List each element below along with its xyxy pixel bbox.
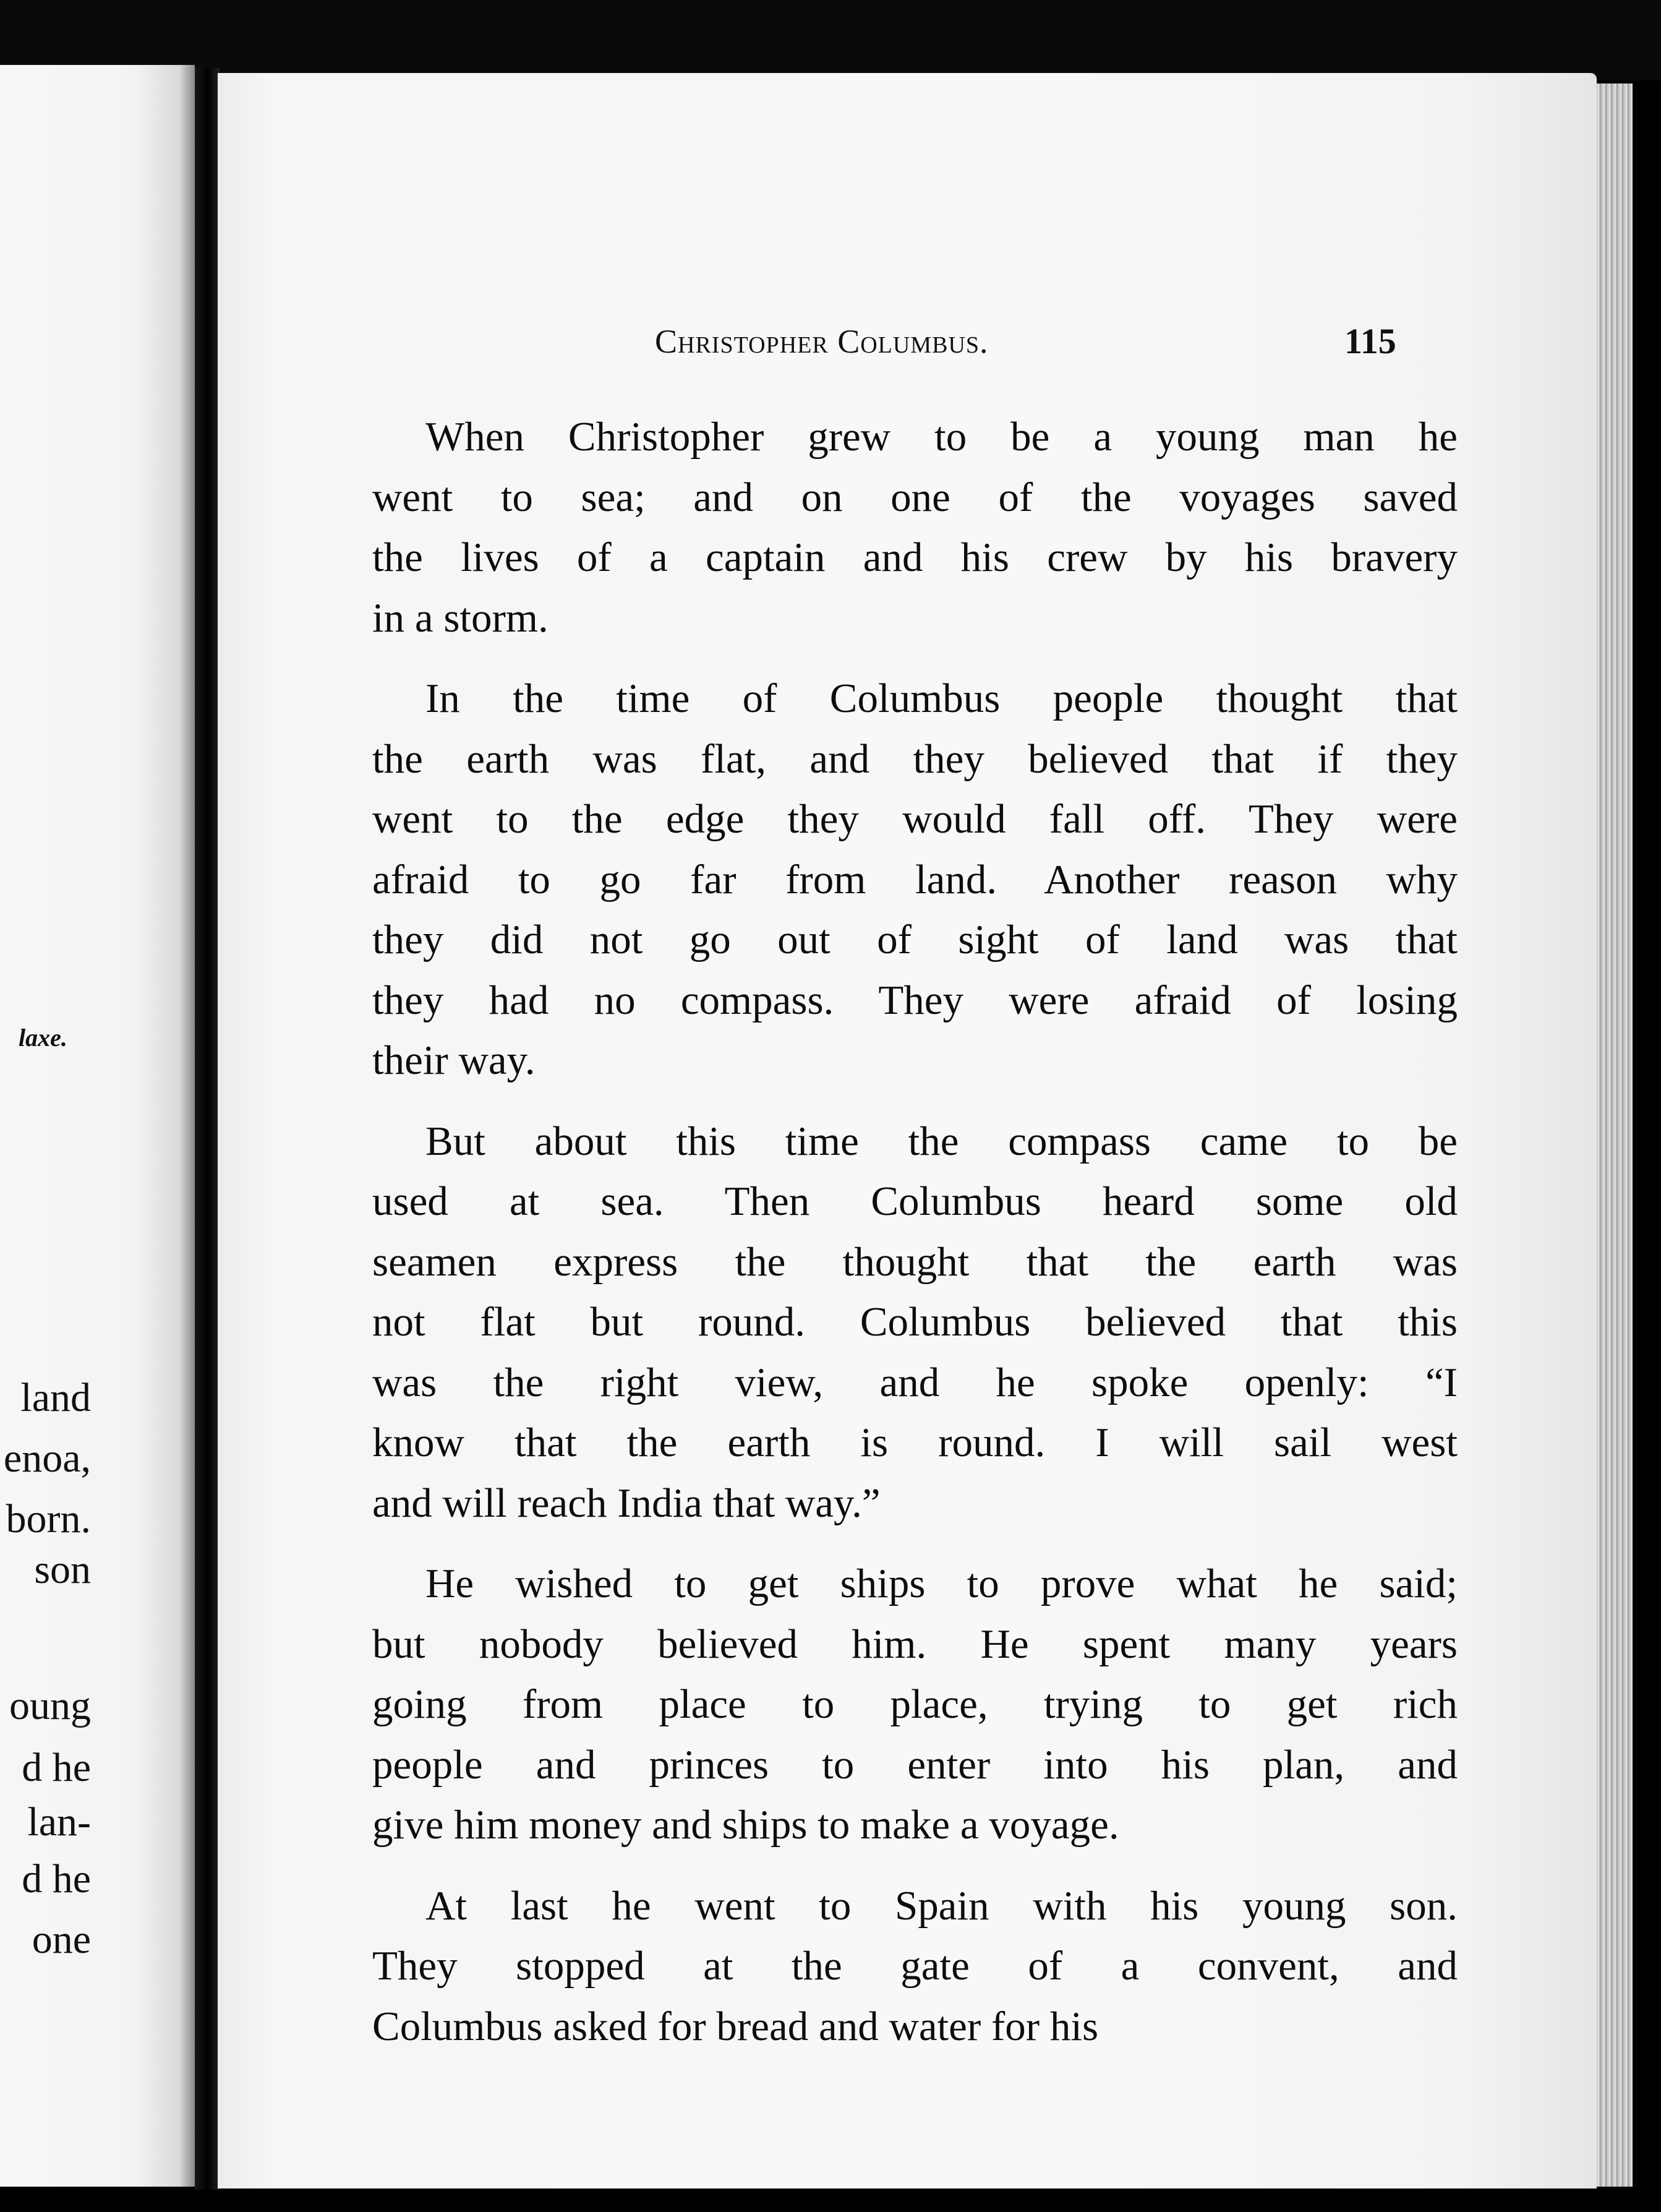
paragraph xyxy=(372,669,1458,1091)
text-line: In the time of Columbus people thought that xyxy=(425,675,1458,721)
text-line: people and princes to enter into his plan, and xyxy=(372,1741,1458,1788)
facing-page-left xyxy=(0,65,195,2187)
paragraph xyxy=(372,407,1458,648)
text-line: and will reach India that way.” xyxy=(372,1480,881,1526)
text-line: When Christopher grew to be a young man he xyxy=(425,414,1458,460)
scan-top-border xyxy=(0,0,1661,80)
facing-page-fragment: enoa, xyxy=(3,1436,91,1481)
text-line: They stopped at the gate of a convent, and xyxy=(372,1943,1458,1989)
facing-page-fragment: son xyxy=(34,1547,91,1592)
paragraph xyxy=(372,1112,1458,1534)
facing-page-fragment: lan- xyxy=(27,1799,91,1845)
text-line: in a storm. xyxy=(372,594,549,641)
text-line: At last he went to Spain with his young son. xyxy=(425,1882,1458,1929)
running-title: Christopher Columbus. xyxy=(655,323,989,360)
facing-page-fragment: land xyxy=(20,1375,91,1420)
paragraph xyxy=(372,1554,1458,1856)
text-line: used at sea. Then Columbus heard some old xyxy=(372,1178,1458,1224)
text-line: afraid to go far from land. Another reason why xyxy=(372,856,1458,902)
page-stack-edge xyxy=(1597,84,1633,2187)
book-gutter xyxy=(195,68,220,2190)
page-header xyxy=(218,311,1597,367)
text-line: Columbus asked for bread and water for his xyxy=(372,2003,1099,2049)
text-line: But about this time the compass came to be xyxy=(425,1118,1458,1164)
facing-page-fragment: d he xyxy=(22,1745,91,1790)
text-line: went to sea; and on one of the voyages saved xyxy=(372,474,1458,520)
text-line: know that the earth is round. I will sail west xyxy=(372,1420,1458,1465)
text-line: going from place to place, trying to get rich xyxy=(372,1681,1458,1727)
facing-page-fragment: oung xyxy=(9,1683,91,1728)
text-line: not flat but round. Columbus believed that this xyxy=(372,1299,1458,1345)
book-page xyxy=(218,73,1597,2188)
text-line: they had no compass. They were afraid of losing xyxy=(372,977,1458,1023)
text-line: the earth was flat, and they believed that if they xyxy=(372,735,1458,782)
facing-page-fragment: one xyxy=(32,1917,91,1962)
text-line: but nobody believed him. He spent many years xyxy=(372,1621,1458,1667)
text-line: give him money and ships to make a voyage. xyxy=(372,1802,1119,1848)
page-number: 115 xyxy=(1344,321,1396,361)
text-line: their way. xyxy=(372,1037,536,1083)
facing-page-fragment: d he xyxy=(22,1856,91,1901)
facing-page-fragment: born. xyxy=(6,1496,91,1541)
text-line: the lives of a captain and his crew by his bravery xyxy=(372,534,1458,580)
paragraph xyxy=(372,1876,1458,2057)
facing-page-caption: laxe. xyxy=(19,1024,67,1052)
text-line: He wished to get ships to prove what he said; xyxy=(425,1561,1458,1606)
text-line: seamen express the thought that the earth was xyxy=(372,1238,1458,1285)
page-body-text xyxy=(372,407,1458,2077)
text-line: was the right view, and he spoke openly: “I xyxy=(372,1359,1458,1405)
text-line: they did not go out of sight of land was that xyxy=(372,917,1458,962)
text-line: went to the edge they would fall off. They were xyxy=(372,796,1458,842)
